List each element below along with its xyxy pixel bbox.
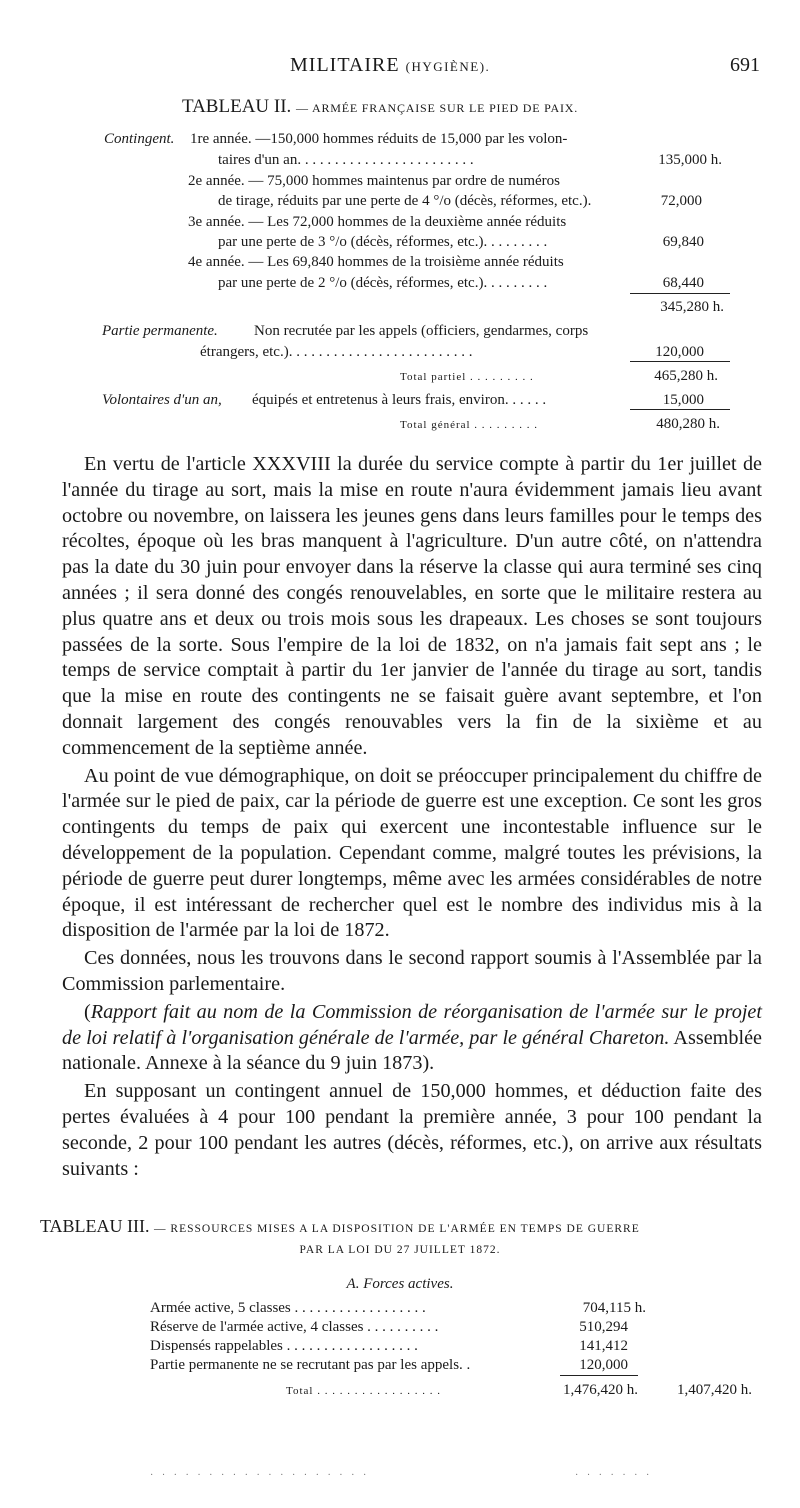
permanent-line2: étrangers, etc.). . . . . . . . . . . . . . . . . . . . . . . . . [200, 344, 473, 360]
t3-row1-value: 704,115 h. [582, 1300, 646, 1316]
page-number: 691 [730, 54, 760, 76]
tableau3-section: A. Forces actives. [346, 1276, 454, 1292]
row2-line2: de tirage, réduits par une perte de 4 °/o (décès, réformes, etc.). [218, 193, 592, 209]
tableau3-subtitle2: PAR LA LOI DU 27 JUILLET 1872. [299, 1244, 501, 1256]
row2-line1: 2e année. — 75,000 hommes maintenus par ordre de numéros [188, 173, 560, 189]
tableau2-title: TABLEAU II. — ARMÉE FRANÇAISE SUR LE PIED DE PAIX. [182, 96, 579, 117]
t3-total-value: 1,476,420 h. [563, 1382, 638, 1398]
tableau3-subtitle: — RESSOURCES MISES A LA DISPOSITION DE L'ARMÉE EN TEMPS DE GUERRE [154, 1223, 640, 1235]
tableau3-title: TABLEAU III. — RESSOURCES MISES A LA DISPOSITION DE L'ARMÉE EN TEMPS DE GUERRE [40, 1216, 640, 1236]
row1-line2: taires d'un an. . . . . . . . . . . . . . . . . . . . . . . . [218, 152, 474, 168]
total-general-label: Total général . . . . . . . . . [400, 419, 539, 431]
volontaires-value: 15,000 [662, 392, 704, 408]
t3-row4-label: Partie permanente ne se recrutant pas par les appels. . [150, 1357, 471, 1373]
row4-value: 68,440 [662, 275, 704, 291]
paragraph-1: En vertu de l'article XXXVIII la durée du service compte à partir du 1er juillet de l'année du tirage au sort, mais la mise en route n'aura évidemment jamais lieu avant octobre ou novembre, on laissera les jeunes gens dans leurs familles pour le temps des récoltes, époque où les bras manquent à l'agriculture. D'un autre côté, on n'attendra pas la date du 30 juin pour envoyer dans la réserve la classe qui aura terminé ses cinq années ; il sera donné des congés renouvelables, en sorte que le militaire restera au plus quatre ans et deux ou trois mois sous les drapeaux. Les choses se sont toujours passées de la sorte. Sous l'empire de la loi de 1832, on n'a jamais fait sept ans ; le temps de service comptait à partir du 1er janvier de l'année du tirage au sort, tandis que la mise en route des contingents ne se faisait guère avant septembre, et l'on donnait largement des congés renouvables vers la fin de la sixième et au commencement de la septième année. [62, 453, 762, 759]
row1-value: 135,000 h. [658, 152, 722, 168]
body-text [62, 452, 762, 1184]
t3-row2-value: 510,294 [579, 1319, 628, 1335]
running-title: MILITAIRE (HYGIÈNE). [290, 54, 491, 76]
row3-line2: par une perte de 3 °/o (décès, réformes, etc.). . . . . . . . . [218, 234, 548, 250]
footer-faded-line-left: · · · · · · · · · · · · · · · · · · · [150, 1470, 370, 1481]
row3-value: 69,840 [662, 234, 704, 250]
paragraph-4: (Rapport fait au nom de la Commission de réorganisation de l'armée sur le projet de loi relatif à l'organisation générale de l'armée, par le général Chareton. Assemblée nationale. Annexe à la séance du 9 juin 1873). [62, 1000, 762, 1075]
rule-total-general [630, 409, 730, 410]
running-header [0, 54, 800, 84]
running-subtitle: (HYGIÈNE). [405, 59, 491, 74]
rule-total-partiel [630, 361, 730, 362]
permanent-value: 120,000 [655, 344, 704, 360]
rule-t3-total [560, 1375, 638, 1376]
tableau2-subtitle: — ARMÉE FRANÇAISE SUR LE PIED DE PAIX. [296, 101, 579, 115]
permanent-line1: Non recrutée par les appels (officiers, gendarmes, corps [254, 323, 589, 339]
t3-total-label: Total . . . . . . . . . . . . . . . . . [286, 1385, 441, 1397]
t3-row1-label: Armée active, 5 classes . . . . . . . . . . . . . . . . . . [150, 1300, 426, 1316]
t3-total-value2: 1,407,420 h. [677, 1382, 752, 1398]
paragraph-3: Ces données, nous les trouvons dans le second rapport soumis à l'Assemblée par la Commission parlementaire. [62, 947, 762, 995]
row1-line1: 1re année. —150,000 hommes réduits de 15,000 par les volon- [190, 131, 568, 147]
t3-row2-label: Réserve de l'armée active, 4 classes . . . . . . . . . . [150, 1319, 439, 1335]
row4-line1: 4e année. — Les 69,840 hommes de la troisième année réduits [188, 254, 564, 270]
total-partiel-label: Total partiel . . . . . . . . . [400, 371, 534, 383]
paragraph-4-citation: Rapport fait au nom de la Commission de réorganisation de l'armée sur le projet de loi relatif à l'organisation générale de l'armée, par le général Chareton. [62, 1000, 762, 1049]
total-general-value: 480,280 h. [656, 416, 720, 432]
row3-line1: 3e année. — Les 72,000 hommes de la deuxième année réduits [188, 214, 567, 230]
t3-row3-label: Dispensés rappelables . . . . . . . . . . . . . . . . . . [150, 1338, 418, 1354]
subtotal1-value: 345,280 h. [660, 299, 724, 315]
volontaires-text: équipés et entretenus à leurs frais, environ. . . . . . [252, 392, 547, 408]
paragraph-5: En supposant un contingent annuel de 150,000 hommes, et déduction faite des pertes évaluées à 4 pour 100 pendant la première année, 3 pour 100 pendant la seconde, 2 pour 100 pendant les autres (décès, réformes, etc.), on arrive aux résultats suivants : [62, 1080, 762, 1180]
t3-row4-value: 120,000 [579, 1357, 628, 1373]
row2-value: 72,000 [660, 193, 702, 209]
contingent-label: Contingent. [104, 131, 175, 147]
paragraph-2: Au point de vue démographique, on doit se préoccuper principalement du chiffre de l'armée sur le pied de paix, car la période de guerre est une exception. Ce sont les gros contingents du temps de paix qui exercent une incontestable influence sur le développement de la population. Cependant comme, malgré toutes les prévisions, la période de guerre peut durer longtemps, même avec les armées considérables de notre époque, il est intéressant de rechercher quel est le nombre des individus mis à la disposition de l'armée par la loi de 1872. [62, 764, 762, 942]
rule-subtotal1 [630, 293, 730, 294]
volontaires-label: Volontaires d'un an, [102, 392, 222, 408]
t3-row3-value: 141,412 [579, 1338, 628, 1354]
footer-faded-line-right: · · · · · · · [575, 1470, 653, 1481]
permanent-label: Partie permanente. [102, 323, 218, 339]
row4-line2: par une perte de 2 °/o (décès, réformes, etc.). . . . . . . . . [218, 275, 548, 291]
total-partiel-value: 465,280 h. [654, 368, 718, 384]
